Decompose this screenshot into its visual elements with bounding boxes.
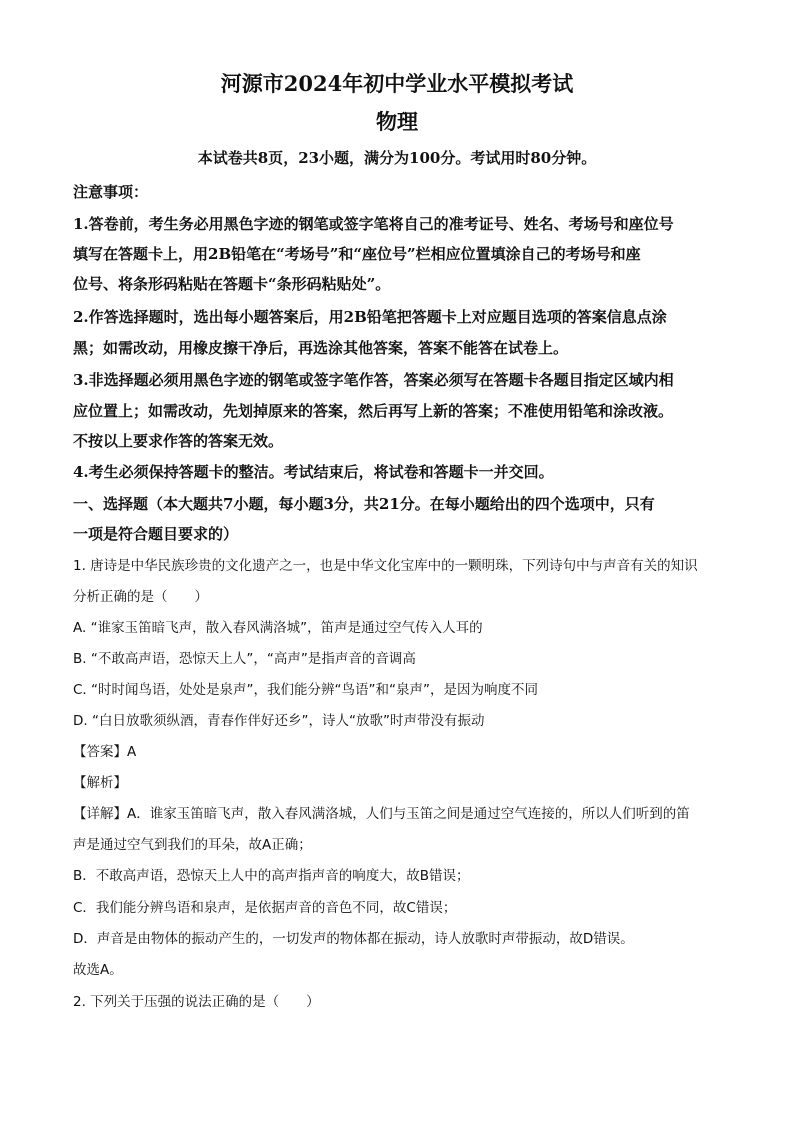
notice-line: 1.答卷前，考生务必用黑色字迹的钢笔或签字笔将自己的准考证号、姓名、考场号和座位号 xyxy=(73,215,674,233)
detail-line: D．声音是由物体的振动产生的，一切发声的物体都在振动，诗人放歌时声带振动，故D错误。 xyxy=(73,931,634,947)
question-1-stem: 分析正确的是（ ） xyxy=(73,589,208,605)
detail-line: 故选A。 xyxy=(73,962,123,978)
question-1-stem: 1. 唐诗是中华民族珍贵的文化遗产之一，也是中华文化宝库中的一颗明珠，下列诗句中与声音有关的知识 xyxy=(73,558,698,574)
notice-line: 黑；如需改动，用橡皮擦干净后，再选涂其他答案，答案不能答在试卷上。 xyxy=(73,339,569,357)
exam-info: 本试卷共8页，23小题，满分为100分。考试用时80分钟。 xyxy=(197,149,597,167)
question-1-option-c: C. “时时闻鸟语，处处是泉声”，我们能分辨“鸟语”和“泉声”，是因为响度不同 xyxy=(73,682,538,698)
question-1-option-d: D. “白日放歌须纵酒，青春作伴好还乡”，诗人“放歌”时声带没有振动 xyxy=(73,713,485,729)
question-2-stem: 2. 下列关于压强的说法正确的是（ ） xyxy=(73,994,320,1010)
exam-title: 河源市2024年初中学业水平模拟考试 xyxy=(220,71,574,96)
analysis-label: 【解析】 xyxy=(73,775,127,791)
notice-line: 4.考生必须保持答题卡的整洁。考试结束后，将试卷和答题卡一并交回。 xyxy=(73,463,554,481)
notice-line: 2.作答选择题时，选出每小题答案后，用2B铅笔把答题卡上对应题目选项的答案信息点涂 xyxy=(73,308,667,326)
detail-line: 【详解】A．谁家玉笛暗飞声，散入春风满洛城，人们与玉笛之间是通过空气连接的，所以人们听到的笛 xyxy=(73,806,690,822)
question-1-option-a: A. “谁家玉笛暗飞声，散入春风满洛城”，笛声是通过空气传入人耳的 xyxy=(73,620,483,636)
notice-line: 不按以上要求作答的答案无效。 xyxy=(73,432,284,450)
notice-line: 位号、将条形码粘贴在答题卡“条形码粘贴处”。 xyxy=(73,275,391,293)
notice-line: 3.非选择题必须用黑色字迹的钢笔或签字笔作答，答案必须写在答题卡各题目指定区域内相 xyxy=(73,371,674,389)
notice-line: 应位置上；如需改动，先划掉原来的答案，然后再写上新的答案；不准使用铅笔和涂改液。 xyxy=(73,402,674,420)
answer-label: 【答案】A xyxy=(73,744,137,760)
detail-line: 声是通过空气到我们的耳朵，故A正确； xyxy=(73,837,312,853)
section-heading: 一、选择题（本大题共7小题，每小题3分，共21分。在每小题给出的四个选项中，只有 xyxy=(73,495,655,513)
section-heading: 一项是符合题目要求的） xyxy=(73,525,239,543)
subject-title: 物理 xyxy=(376,109,418,134)
detail-line: C．我们能分辨鸟语和泉声，是依据声音的音色不同，故C错误； xyxy=(73,900,457,916)
question-1-option-b: B. “不敢高声语，恐惊天上人”，“高声”是指声音的音调高 xyxy=(73,651,416,667)
notice-heading: 注意事项： xyxy=(73,183,149,201)
notice-line: 填写在答题卡上，用2B铅笔在“考场号”和“座位号”栏相应位置填涂自己的考场号和座 xyxy=(73,245,641,263)
detail-line: B．不敢高声语，恐惊天上人中的高声指声音的响度大，故B错误； xyxy=(73,868,470,884)
